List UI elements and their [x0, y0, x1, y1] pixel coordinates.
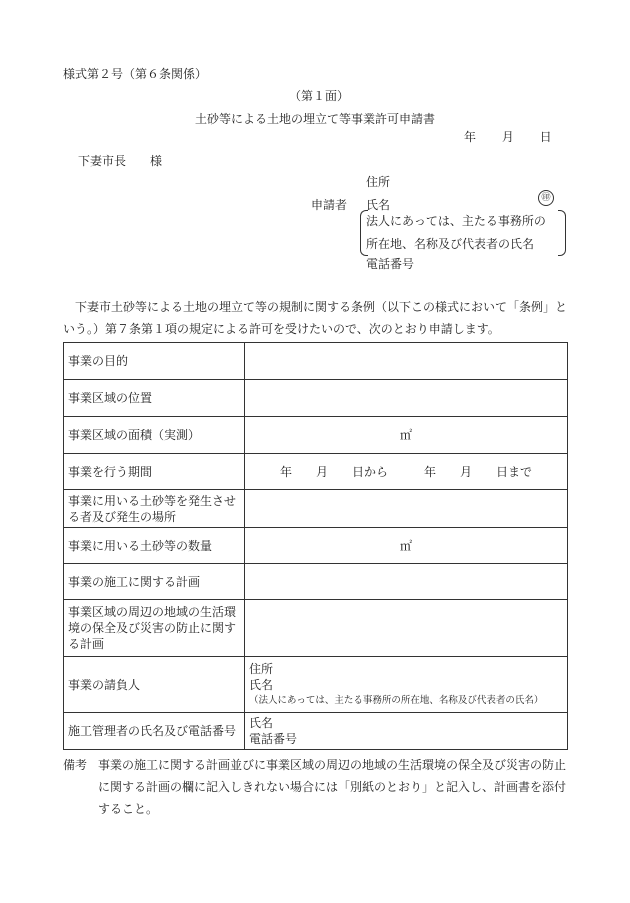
table-row: [64, 454, 568, 490]
table-row: [64, 343, 568, 380]
site-manager-label: 施工管理者の氏名及び電話番号: [64, 713, 245, 750]
purpose-field[interactable]: [245, 343, 568, 380]
location-label: 事業区域の位置: [64, 380, 245, 417]
area-field[interactable]: ㎡: [245, 417, 568, 454]
table-row: [64, 528, 568, 564]
environment-plan-label: 事業区域の周辺の地域の生活環境の保全及び災害の防止に関する計画: [64, 600, 245, 657]
intro-paragraph: 下妻市土砂等による土地の埋立て等の規制に関する条例（以下この様式において「条例」という。）第７条第１項の規定による許可を受けたいので、次のとおり申請します。: [63, 300, 568, 336]
contractor-note: （法人にあっては、主たる事務所の所在地、名称及び代表者の氏名）: [249, 694, 544, 706]
document-title: 土砂等による土地の埋立て等事業許可申請書: [194, 112, 435, 126]
site-manager-phone-label: 電話番号: [249, 732, 298, 746]
soil-source-field[interactable]: [245, 490, 568, 528]
application-table: [63, 342, 568, 750]
corporate-note-line-2: 所在地、名称及び代表者の氏名: [366, 237, 535, 251]
corporate-note-line-1: 法人にあっては、主たる事務所の: [366, 214, 546, 228]
applicant-name-label: 氏名: [366, 198, 391, 212]
soil-quantity-label: 事業に用いる土砂等の数量: [64, 528, 245, 564]
environment-plan-field[interactable]: [245, 600, 568, 657]
table-row: [64, 600, 568, 657]
addressee-name: 下妻市長: [78, 154, 127, 168]
soil-source-label: 事業に用いる土砂等を発生させる者及び発生の場所: [64, 490, 245, 528]
remarks-heading: 備考: [63, 758, 88, 772]
remarks-body: 事業の施工に関する計画並びに事業区域の周辺の地域の生活環境の保全及び災害の防止に関する計画の欄に記入しきれない場合には「別紙のとおり」と記入し、計画書を添付すること。: [98, 758, 567, 816]
table-row: [64, 564, 568, 600]
area-label: 事業区域の面積（実測）: [64, 417, 245, 454]
construction-plan-field[interactable]: [245, 564, 568, 600]
applicant-address-label: 住所: [366, 175, 391, 189]
remarks: [63, 754, 573, 820]
site-manager-name-label: 氏名: [249, 716, 274, 730]
corporate-note: [360, 208, 560, 256]
period-field[interactable]: 年 月 日から 年 月 日まで: [245, 454, 568, 490]
table-row: [64, 380, 568, 417]
contractor-name-label: 氏名: [249, 677, 274, 692]
table-row: [64, 490, 568, 528]
page-face-label: （第１面）: [289, 89, 350, 103]
contractor-label: 事業の請負人: [64, 657, 245, 713]
date-line: 年 月 日: [464, 130, 552, 144]
applicant-label: 申請者: [311, 198, 348, 212]
seal-mark: ㊞: [538, 190, 554, 206]
period-label: 事業を行う期間: [64, 454, 245, 490]
applicant-phone-label: 電話番号: [366, 257, 415, 271]
honorific: 様: [150, 154, 163, 168]
table-row: [64, 417, 568, 454]
table-row: [64, 657, 568, 713]
table-row: [64, 713, 568, 750]
soil-quantity-field[interactable]: ㎡: [245, 528, 568, 564]
form-number: 様式第２号（第６条関係）: [63, 67, 208, 81]
contractor-address-label: 住所: [249, 661, 274, 676]
contractor-field[interactable]: [245, 657, 568, 713]
addressee: [78, 152, 162, 169]
site-manager-field[interactable]: [245, 713, 568, 750]
right-bracket: [558, 210, 566, 256]
location-field[interactable]: [245, 380, 568, 417]
construction-plan-label: 事業の施工に関する計画: [64, 564, 245, 600]
purpose-label: 事業の目的: [64, 343, 245, 380]
